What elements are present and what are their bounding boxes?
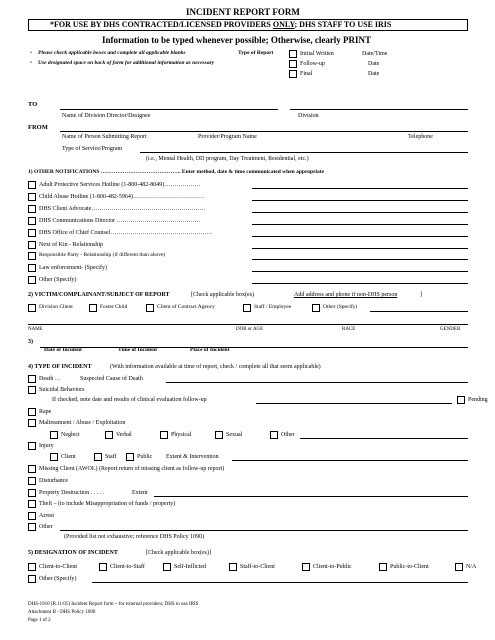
- property-extent-line[interactable]: [154, 496, 468, 497]
- client-to-public-label: Client-to-Public: [313, 564, 352, 570]
- race-column: RACE: [342, 327, 356, 332]
- service-line[interactable]: [140, 152, 468, 153]
- initial-written-label: Initial Written: [300, 51, 334, 57]
- notify-line-7[interactable]: [252, 259, 468, 260]
- notify-label-8: Law enforcement- (Specify): [39, 265, 107, 271]
- notify-label-3: DHS Client Advocate…………………………………………………: [39, 206, 206, 212]
- staff-employee-checkbox[interactable]: [243, 304, 251, 312]
- to-label: TO: [28, 101, 38, 108]
- notify-label-1: Adult Protective Services Hotline (1-800-482-8049)………………: [39, 182, 201, 188]
- rape-checkbox[interactable]: [28, 408, 36, 416]
- instruction-2: Use designated space on back of form for additional information as necessary: [38, 60, 215, 66]
- client-to-client-label: Client-to-Client: [39, 564, 77, 570]
- section2-add-note: Add address and phone if non-DHS person: [294, 292, 398, 298]
- death-label: Death …: [39, 376, 61, 382]
- suicidal-checkbox[interactable]: [28, 386, 36, 394]
- notify-label-4: DHS Communications Director ……………………………………: [39, 218, 201, 224]
- from-label: FROM: [28, 124, 48, 131]
- service-example: (i.e., Mental Health, DD program, Day Treatment, Residential, etc.): [146, 156, 309, 162]
- maltreatment-other-label: Other: [281, 432, 295, 438]
- notify-line-4[interactable]: [252, 224, 468, 225]
- instruction-1: Please check applicable boxes and complete all applicable blanks: [38, 50, 186, 56]
- type-of-report-label: Type of Report: [238, 50, 274, 56]
- victim-info-line[interactable]: [28, 324, 468, 325]
- section2-check-note: [Check applicable box(es): [191, 292, 254, 298]
- section2-heading: 2) VICTIM/COMPLAINANT/SUBJECT OF REPORT: [28, 292, 170, 298]
- sexual-checkbox[interactable]: [215, 431, 223, 439]
- cause-label: Suspected Cause of Death: [80, 376, 143, 382]
- provider-label: Provider/Program Name: [198, 134, 257, 140]
- incident-other-label: Other: [39, 524, 53, 530]
- section4-heading: 4) TYPE OF INCIDENT: [28, 364, 92, 370]
- final-date-label: Date: [368, 71, 380, 77]
- foster-child-checkbox[interactable]: [89, 304, 97, 312]
- theft-checkbox[interactable]: [28, 500, 36, 508]
- follow-up-checkbox[interactable]: [289, 60, 297, 68]
- pending-label: Pending: [468, 397, 488, 403]
- notify-label-7: Responsible Party - Relationship (if different than above): [39, 252, 166, 258]
- notify-line-1[interactable]: [252, 188, 468, 189]
- property-checkbox[interactable]: [28, 489, 36, 497]
- division-line[interactable]: [290, 109, 468, 110]
- section1-heading: 1) OTHER NOTIFICATIONS …………………………………….. Enter method, date & time communicated when appropriate: [28, 169, 325, 175]
- physical-checkbox[interactable]: [160, 431, 168, 439]
- final-label: Final: [300, 71, 313, 77]
- client-to-client-checkbox[interactable]: [28, 563, 36, 571]
- from-line[interactable]: [60, 131, 468, 132]
- dob-column: DOB or AGE: [236, 327, 264, 332]
- notify-checkbox-2[interactable]: [28, 193, 36, 201]
- division-label: Division: [298, 113, 319, 119]
- section4-note: (With information available at time of report, check / complete all that seem applicable): [110, 364, 321, 370]
- notify-line-3[interactable]: [252, 212, 468, 213]
- notify-line-6[interactable]: [252, 248, 468, 249]
- self-inflicted-label: Self-Inflicted: [174, 564, 206, 570]
- service-label: Type of Service/Program: [62, 146, 123, 152]
- notify-line-9[interactable]: [252, 283, 468, 284]
- form-title: INCIDENT REPORT FORM: [186, 7, 300, 17]
- print-instruction: Information to be typed whenever possible; Otherwise, clearly PRINT: [102, 35, 372, 45]
- suicidal-note: If checked, note date and results of clinical evaluation follow-up: [52, 397, 207, 403]
- property-label: Property Destruction . . . . .: [39, 490, 105, 496]
- section5-note: [Check applicable box(es)]: [146, 550, 211, 556]
- date-of-incident-label: Date of Incident: [44, 347, 82, 353]
- other-specify-checkbox[interactable]: [312, 304, 320, 312]
- footer-page: Page 1 of 2: [28, 618, 51, 623]
- suicidal-line[interactable]: [256, 403, 452, 404]
- client-to-public-checkbox[interactable]: [302, 563, 310, 571]
- maltreatment-other-line[interactable]: [300, 438, 468, 439]
- bullet-2: •: [30, 60, 32, 66]
- arrest-label: Arrest: [39, 513, 54, 519]
- arrest-checkbox[interactable]: [28, 512, 36, 520]
- maltreatment-other-checkbox[interactable]: [270, 431, 278, 439]
- public-to-client-checkbox[interactable]: [379, 563, 387, 571]
- disturbance-checkbox[interactable]: [28, 477, 36, 485]
- disturbance-label: Disturbance: [39, 478, 68, 484]
- staff-employee-label: Staff / Employee: [254, 304, 292, 310]
- notify-checkbox-4[interactable]: [28, 217, 36, 225]
- notify-checkbox-7[interactable]: [28, 252, 36, 260]
- notify-label-9: Other (Specify): [39, 277, 77, 283]
- notify-label-5: DHS Office of Chief Counsel……………………………………………: [39, 230, 213, 236]
- incident-other-checkbox[interactable]: [28, 523, 36, 531]
- submitter-label: Name of Person Submitting Report: [62, 134, 147, 140]
- division-client-checkbox[interactable]: [28, 304, 36, 312]
- date-time-label: Date/Time: [362, 51, 388, 57]
- notify-checkbox-3[interactable]: [28, 205, 36, 213]
- na-label: N/A: [466, 564, 477, 570]
- neglect-checkbox[interactable]: [50, 431, 58, 439]
- other-specify-label: Other (Specify): [323, 304, 358, 310]
- verbal-label: Verbal: [116, 432, 132, 438]
- notify-checkbox-5[interactable]: [28, 229, 36, 237]
- designation-other-line[interactable]: [92, 582, 468, 583]
- footer-form-id: DHS-1910 (R.11/05) Incident Report form ~ for external providers; DHS to use IRIS: [28, 602, 199, 607]
- follow-up-date-label: Date: [368, 61, 380, 67]
- property-extent-label: Extent: [132, 490, 148, 496]
- final-checkbox[interactable]: [289, 70, 297, 78]
- injury-public-label: Public: [137, 454, 153, 460]
- time-of-incident-label: Time of Incident: [118, 347, 158, 353]
- injury-public-checkbox[interactable]: [126, 453, 134, 461]
- gender-column: GENDER: [440, 327, 461, 332]
- bullet-1: •: [30, 50, 32, 56]
- theft-label: Theft – (to include Misappropriation of funds / property): [39, 501, 176, 507]
- public-to-client-label: Public-to-Client: [390, 564, 429, 570]
- cause-line[interactable]: [166, 382, 468, 383]
- designation-other-label: Other (Specify): [39, 576, 77, 582]
- list-note: (Provided list not exhaustive; reference DHS Policy 1090): [64, 534, 205, 540]
- injury-staff-label: Staff: [105, 454, 117, 460]
- footer-attachment: Attachment B - DHS Policy 1090: [28, 610, 96, 615]
- maltreatment-checkbox[interactable]: [28, 419, 36, 427]
- notify-label-6: Next of Kin - Relationship: [39, 242, 103, 248]
- contract-agency-client-label: Client of Contract Agency: [157, 304, 215, 310]
- notify-label-2: Child Abuse Hotline (1-800-482-5964)………………………………: [39, 194, 205, 200]
- director-line[interactable]: [60, 109, 278, 110]
- section5-heading: 5) DESIGNATION OF INCIDENT: [28, 550, 118, 556]
- notify-line-8[interactable]: [252, 271, 468, 272]
- injury-client-label: Client: [61, 454, 76, 460]
- na-checkbox[interactable]: [455, 563, 463, 571]
- extent-intervention-line[interactable]: [232, 460, 468, 461]
- sexual-label: Sexual: [226, 432, 243, 438]
- designation-other-checkbox[interactable]: [28, 575, 36, 583]
- banner-text: *FOR USE BY DHS CONTRACTED/LICENSED PROVIDERS ONLY; DHS STAFF TO USE IRIS: [50, 20, 392, 29]
- division-client-label: Division Client: [39, 304, 73, 310]
- notify-checkbox-6[interactable]: [28, 241, 36, 249]
- physical-label: Physical: [171, 432, 192, 438]
- client-to-staff-checkbox[interactable]: [99, 563, 107, 571]
- injury-checkbox[interactable]: [28, 442, 36, 450]
- director-label: Name of Division Director/Designee: [62, 113, 151, 119]
- contract-agency-client-checkbox[interactable]: [146, 304, 154, 312]
- initial-written-checkbox[interactable]: [289, 50, 297, 58]
- death-checkbox[interactable]: [28, 375, 36, 383]
- verbal-checkbox[interactable]: [105, 431, 113, 439]
- incident-info-line[interactable]: [40, 347, 468, 348]
- notify-line-2[interactable]: [252, 200, 468, 201]
- self-inflicted-checkbox[interactable]: [163, 563, 171, 571]
- other-specify-line[interactable]: [370, 311, 468, 312]
- injury-label: Injury: [39, 443, 54, 449]
- staff-to-client-checkbox[interactable]: [229, 563, 237, 571]
- notify-line-5[interactable]: [252, 236, 468, 237]
- injury-staff-checkbox[interactable]: [94, 453, 102, 461]
- name-column: NAME: [28, 327, 43, 332]
- section3-number: 3): [28, 339, 33, 345]
- foster-child-label: Foster Child: [100, 304, 128, 310]
- maltreatment-label: Maltreatment / Abuse / Exploitation: [39, 420, 126, 426]
- notify-checkbox-9[interactable]: [28, 276, 36, 284]
- incident-other-line[interactable]: [60, 530, 468, 531]
- place-of-incident-label: Place of Incident: [190, 347, 230, 353]
- client-to-staff-label: Client-to-Staff: [110, 564, 145, 570]
- rape-label: Rape: [39, 409, 52, 415]
- extent-intervention-label: Extent & Intervention: [166, 454, 219, 460]
- neglect-label: Neglect: [61, 432, 80, 438]
- suicidal-label: Suicidal Behaviors: [39, 387, 85, 393]
- injury-client-checkbox[interactable]: [50, 453, 58, 461]
- follow-up-label: Follow-up: [300, 61, 326, 67]
- pending-checkbox[interactable]: [457, 396, 465, 404]
- telephone-label: Telephone: [408, 134, 433, 140]
- missing-client-label: Missing Client (AWOL) (Report return of missing client as follow-up report): [39, 466, 225, 472]
- notify-checkbox-8[interactable]: [28, 264, 36, 272]
- section2-bracket: ]: [420, 292, 422, 298]
- notify-checkbox-1[interactable]: [28, 181, 36, 189]
- staff-to-client-label: Staff-to-Client: [240, 564, 275, 570]
- missing-client-checkbox[interactable]: [28, 465, 36, 473]
